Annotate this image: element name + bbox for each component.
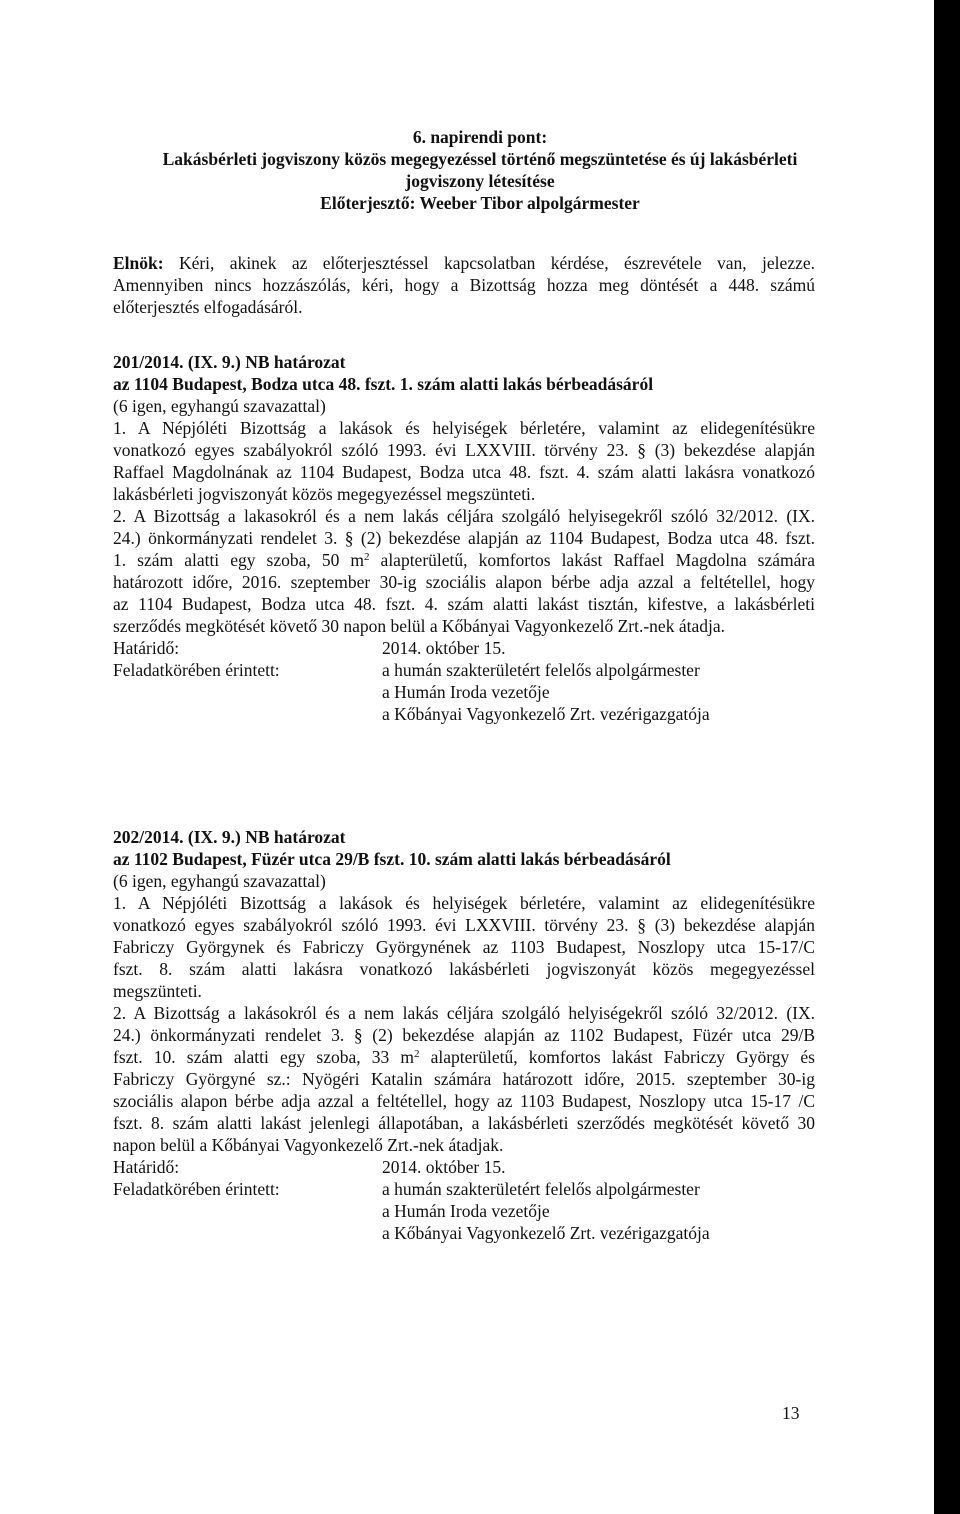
agenda-title-line-1: Lakásbérleti jogviszony közös megegyezéssel történő megszüntetése és új lakásbérleti xyxy=(162,149,798,169)
responsible-person: a humán szakterületért felelős alpolgármester xyxy=(382,1179,700,1199)
resolution-text-line: Fabriczy Györgyné sz.: Nyögéri Katalin számára határozott időre, 2015. szeptember 30-ig xyxy=(113,1069,815,1089)
resolution-text-line: szerződés megkötését követő 30 napon belül a Kőbányai Vagyonkezelő Zrt.-nek átadja. xyxy=(113,616,725,636)
resolution-text-line: megszünteti. xyxy=(113,981,202,1001)
intro-line-2: Amennyiben nincs hozzászólás, kéri, hogy a Bizottság hozza meg döntését a 448. számú xyxy=(113,275,815,295)
resolution-text-line: 1. A Népjóléti Bizottság a lakások és helyiségek bérletére, valamint az elidegenítésükre xyxy=(113,418,815,438)
area-text-rest: alapterületű, komfortos lakást Raffael Magdolna számára xyxy=(369,550,816,570)
deadline-label: Határidő: xyxy=(113,638,180,658)
area-text: 1. szám alatti egy szoba, 50 m xyxy=(113,550,364,570)
resolution-text-line: 24.) önkormányzati rendelet 3. § (2) bekezdése alapján az 1102 Budapest, Füzér utca 29/B xyxy=(113,1025,815,1045)
intro-text-1: Kéri, akinek az előterjesztéssel kapcsolatban kérdése, észrevétele van, jelezze. xyxy=(163,253,815,273)
deadline-value: 2014. október 15. xyxy=(382,638,506,658)
resolution-text-line: fszt. 8. szám alatti lakást jelenlegi állapotában, a lakásbérleti szerződés megkötését követő 30 xyxy=(113,1113,815,1133)
area-superscript: 2 xyxy=(364,551,370,563)
resolution-text-line: szociális alapon bérbe adja azzal a feltétellel, hogy az 1103 Budapest, Noszlopy utca 15-17 /C xyxy=(113,1091,815,1111)
resolution-text-line: Raffael Magdolnának az 1104 Budapest, Bodza utca 48. fszt. 4. szám alatti lakásra vonatkozó xyxy=(113,462,815,482)
resolution-text-line: fszt. 8. szám alatti lakásra vonatkozó lakásbérleti jogviszonyát közös megegyezéssel xyxy=(113,959,815,979)
presenter-line: Előterjesztő: Weeber Tibor alpolgármester xyxy=(320,193,640,213)
resolution-text-line: napon belül a Kőbányai Vagyonkezelő Zrt.-nek átadjak. xyxy=(113,1135,504,1155)
vote-result: (6 igen, egyhangú szavazattal) xyxy=(113,871,326,891)
resolution-text-line: 1. A Népjóléti Bizottság a lakások és helyiségek bérletére, valamint az elidegenítésükre xyxy=(113,893,815,913)
resolution-202 xyxy=(113,826,815,1244)
resolution-text-line: lakásbérleti jogviszonyát közös megegyezéssel megszünteti. xyxy=(113,484,536,504)
resolution-text-line: 24.) önkormányzati rendelet 3. § (2) bekezdése alapján az 1104 Budapest, Bodza utca 48. fszt. xyxy=(113,528,815,548)
responsible-person: a Kőbányai Vagyonkezelő Zrt. vezérigazgatója xyxy=(382,704,710,724)
chair-label: Elnök: xyxy=(113,253,164,273)
resolution-text-line: vonatkozó egyes szabályokról szóló 1993. évi LXXVIII. törvény 23. § (3) bekezdése alapján xyxy=(113,440,815,460)
resolution-number: 202/2014. (IX. 9.) NB határozat xyxy=(113,827,346,847)
responsible-person: a Kőbányai Vagyonkezelő Zrt. vezérigazgatója xyxy=(382,1223,710,1243)
resolution-text-line: 2. A Bizottság a lakasokról és a nem lakás céljára szolgáló helyisegekről szóló 32/2012. (IX. xyxy=(113,506,815,526)
deadline-value: 2014. október 15. xyxy=(382,1157,506,1177)
resolution-201 xyxy=(113,351,815,725)
deadline-label: Határidő: xyxy=(113,1157,180,1177)
deadline-row xyxy=(113,1156,815,1178)
intro-line-3: előterjesztés elfogadásáról. xyxy=(113,297,303,317)
responsible-row xyxy=(113,1178,815,1200)
agenda-header xyxy=(0,126,960,214)
resolution-text-line: vonatkozó egyes szabályokról szóló 1993. évi LXXVIII. törvény 23. § (3) bekezdése alapján xyxy=(113,915,815,935)
resolution-subject: az 1104 Budapest, Bodza utca 48. fszt. 1. szám alatti lakás bérbeadásáról xyxy=(113,374,654,394)
area-superscript: 2 xyxy=(414,1048,420,1060)
responsible-label: Feladatkörében érintett: xyxy=(113,660,280,680)
resolution-number: 201/2014. (IX. 9.) NB határozat xyxy=(113,352,346,372)
resolution-text-line-with-area xyxy=(113,1046,815,1068)
page-number: 13 xyxy=(782,1403,800,1423)
responsible-person: a Humán Iroda vezetője xyxy=(382,1201,550,1221)
responsible-person: a Humán Iroda vezetője xyxy=(382,682,550,702)
responsible-label: Feladatkörében érintett: xyxy=(113,1179,280,1199)
deadline-row xyxy=(113,637,815,659)
resolution-text-line: 2. A Bizottság a lakásokról és a nem lakás céljára szolgáló helyiségekről szóló 32/2012. (IX. xyxy=(113,1003,815,1023)
resolution-text-line: Fabriczy Györgynek és Fabriczy Györgynének az 1103 Budapest, Noszlopy utca 15-17/C xyxy=(113,937,815,957)
vote-result: (6 igen, egyhangú szavazattal) xyxy=(113,396,326,416)
responsible-person: a humán szakterületért felelős alpolgármester xyxy=(382,660,700,680)
agenda-title-line-2: jogviszony létesítése xyxy=(405,171,555,191)
intro-line-1 xyxy=(113,252,815,274)
resolution-subject: az 1102 Budapest, Füzér utca 29/B fszt. 10. szám alatti lakás bérbeadásáról xyxy=(113,849,671,869)
area-text: fszt. 10. szám alatti egy szoba, 33 m xyxy=(113,1047,414,1067)
resolution-text-line: az 1104 Budapest, Bodza utca 48. fszt. 4. szám alatti lakást tisztán, kifestve, a lakásbérleti xyxy=(113,594,815,614)
agenda-item-number: 6. napirendi pont: xyxy=(412,127,548,147)
resolution-text-line-with-area xyxy=(113,549,815,571)
area-text-rest: alapterületű, komfortos lakást Fabriczy György és xyxy=(419,1047,815,1067)
chair-intro xyxy=(113,252,815,318)
responsible-row xyxy=(113,659,815,681)
resolution-text-line: határozott időre, 2016. szeptember 30-ig szociális alapon bérbe adja azzal a feltétellel, hogy xyxy=(113,572,815,592)
